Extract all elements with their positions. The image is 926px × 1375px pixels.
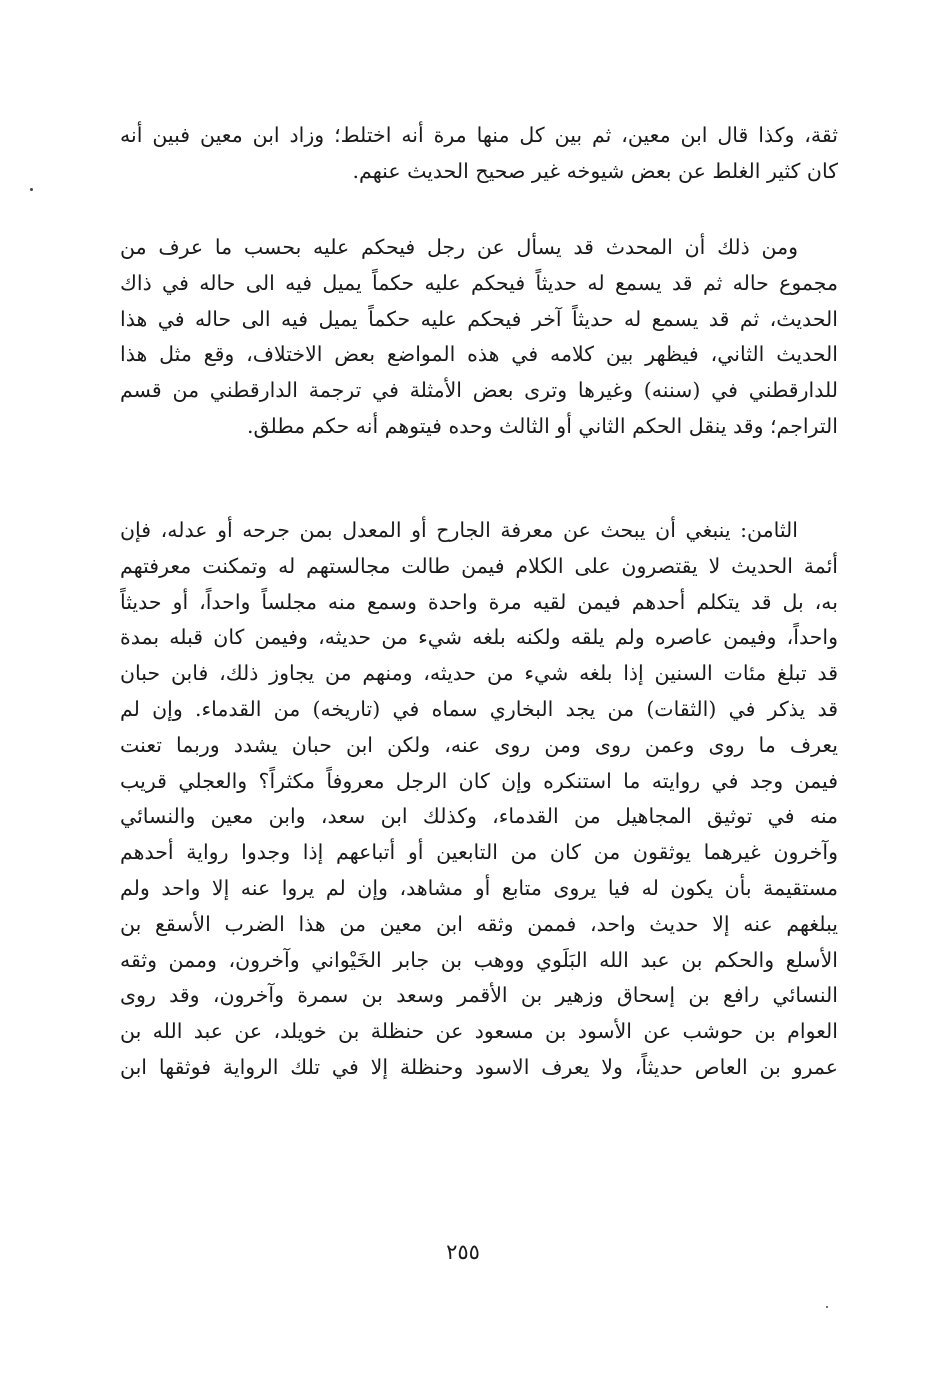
page-number: ٢٥٥: [446, 1240, 480, 1264]
paragraph-3: [120, 513, 838, 1086]
text-line: التراجم؛ وقد ينقل الحكم الثاني أو الثالث وحده فيتوهم أنه حكم مطلق.: [246, 413, 838, 438]
text-line: ثقة، وكذا قال ابن معين، ثم بين كل منها مرة أنه اختلط؛ وزاد ابن معين فبين أنه: [120, 123, 838, 147]
text-line: به، بل قد يتكلم أحدهم فيمن لقيه مرة واحدة وسمع منه مجلساً واحداً، أو حديثاً: [120, 589, 838, 614]
text-line: وآخرون غيرهما يوثقون من كان من التابعين أو أتباعهم إذا وجدوا رواية أحدهم: [120, 840, 838, 865]
text-line: مجموع حاله ثم قد يسمع له حديثاً فيحكم عليه حكماً يميل فيه الى حاله في ذاك: [120, 270, 838, 295]
text-line: الحديث، ثم قد يسمع له حديثاً آخر فيحكم عليه حكماً يميل فيه الى حاله في هذا: [120, 306, 838, 331]
paragraph-1: [120, 118, 838, 190]
text-line: الثامن: ينبغي أن يبحث عن معرفة الجارح أو المعدل بمن جرحه أو عدله، فإن: [120, 518, 798, 542]
text-line: الأسلع والحكم بن عبد الله البَلَوي ووهب بن جابر الخَيْواني وآخرون، وممن وثقه: [120, 947, 838, 972]
text-line: واحداً، وفيمن عاصره ولم يلقه ولكنه بلغه شيء من حديثه، وفيمن كان قبله بمدة: [120, 625, 838, 650]
text-line: للدارقطني في (سننه) وغيرها وترى بعض الأمثلة في ترجمة الدارقطني من قسم: [120, 378, 838, 403]
text-line: فيمن وجد في روايته ما استنكره وإن كان الرجل معروفاً مكثراً؟ والعجلي قريب: [120, 768, 838, 793]
text-line: كان كثير الغلط عن بعض شيوخه غير صحيح الحديث عنهم.: [352, 158, 838, 183]
text-line: منه في توثيق المجاهيل من القدماء، وكذلك ابن سعد، وابن معين والنسائي: [120, 804, 838, 829]
scan-speck: [30, 188, 33, 191]
text-line: قد يذكر في (الثقات) من يجد البخاري سماه في (تاريخه) من القدماء. وإن لم: [120, 696, 838, 721]
text-line: النسائي رافع بن إسحاق وزهير بن الأقمر وسعد بن سمرة وآخرون، وقد روى: [120, 983, 838, 1008]
text-line: العوام بن حوشب عن الأسود بن مسعود عن حنظلة بن خويلد، عن عبد الله بن: [120, 1019, 838, 1044]
text-line: يعرف ما روى وعمن روى ومن روى عنه، ولكن ابن حبان يشدد وربما تعنت: [120, 732, 838, 757]
text-line: قد تبلغ مئات السنين إذا بلغه شيء من حديثه، ومنهم من يجاوز ذلك، فابن حبان: [120, 661, 838, 686]
text-line: مستقيمة بأن يكون له فيا يروى متابع أو مشاهد، وإن لم يروا عنه إلا واحد ولم: [120, 875, 838, 900]
text-line: الحديث الثاني، فيظهر بين كلامه في هذه المواضع بعض الاختلاف، وقع مثل هذا: [120, 342, 838, 367]
text-line: ومن ذلك أن المحدث قد يسأل عن رجل فيحكم عليه بحسب ما عرف من: [120, 235, 798, 259]
text-line: عمرو بن العاص حديثاً، ولا يعرف الاسود وحنظلة إلا في تلك الرواية فوثقها ابن: [120, 1054, 838, 1079]
text-line: يبلغهم عنه إلا حديث واحد، فممن وثقه ابن معين من هذا الضرب الأسقع بن: [120, 911, 838, 936]
scan-speck: [826, 1306, 828, 1308]
text-line: أئمة الحديث لا يقتصرون على الكلام فيمن طالت مجالستهم له وتمكنت معرفتهم: [120, 553, 838, 578]
paragraph-2: [120, 230, 838, 445]
